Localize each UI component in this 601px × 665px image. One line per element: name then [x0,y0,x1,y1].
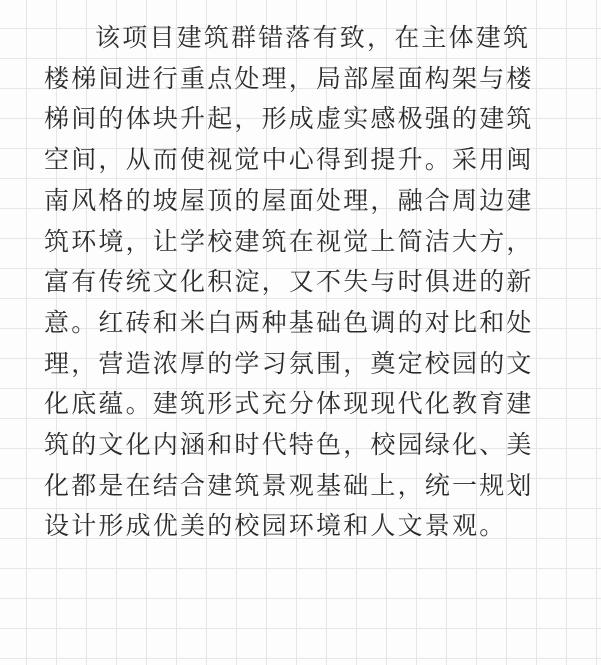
text-line: 楼梯间进行重点处理，局部屋面构架与楼 [44,63,534,93]
text-line: 筑环境，让学校建筑在视觉上简洁大方， [44,226,534,256]
text-line: 化底蕴。建筑形式充分体现现代化教育建 [44,389,534,419]
body-paragraph [44,18,584,547]
text-line: 意。红砖和米白两种基础色调的对比和处 [44,307,534,337]
text-line: 设计形成优美的校园环境和人文景观。 [44,511,507,541]
text-line: 该项目建筑群错落有致，在主体建筑 [95,23,531,52]
text-line: 空间，从而使视觉中心得到提升。采用闽 [44,145,534,175]
text-line: 梯间的体块升起，形成虚实感极强的建筑 [44,104,534,134]
text-line: 化都是在结合建筑景观基础上，统一规划 [44,470,534,500]
text-line: 筑的文化内涵和时代特色，校园绿化、美 [44,430,534,460]
text-line: 富有传统文化积淀，又不失与时俱进的新 [44,267,534,297]
text-line: 理，营造浓厚的学习氛围，奠定校园的文 [44,348,534,378]
text-line: 南风格的坡屋顶的屋面处理，融合周边建 [44,185,534,215]
